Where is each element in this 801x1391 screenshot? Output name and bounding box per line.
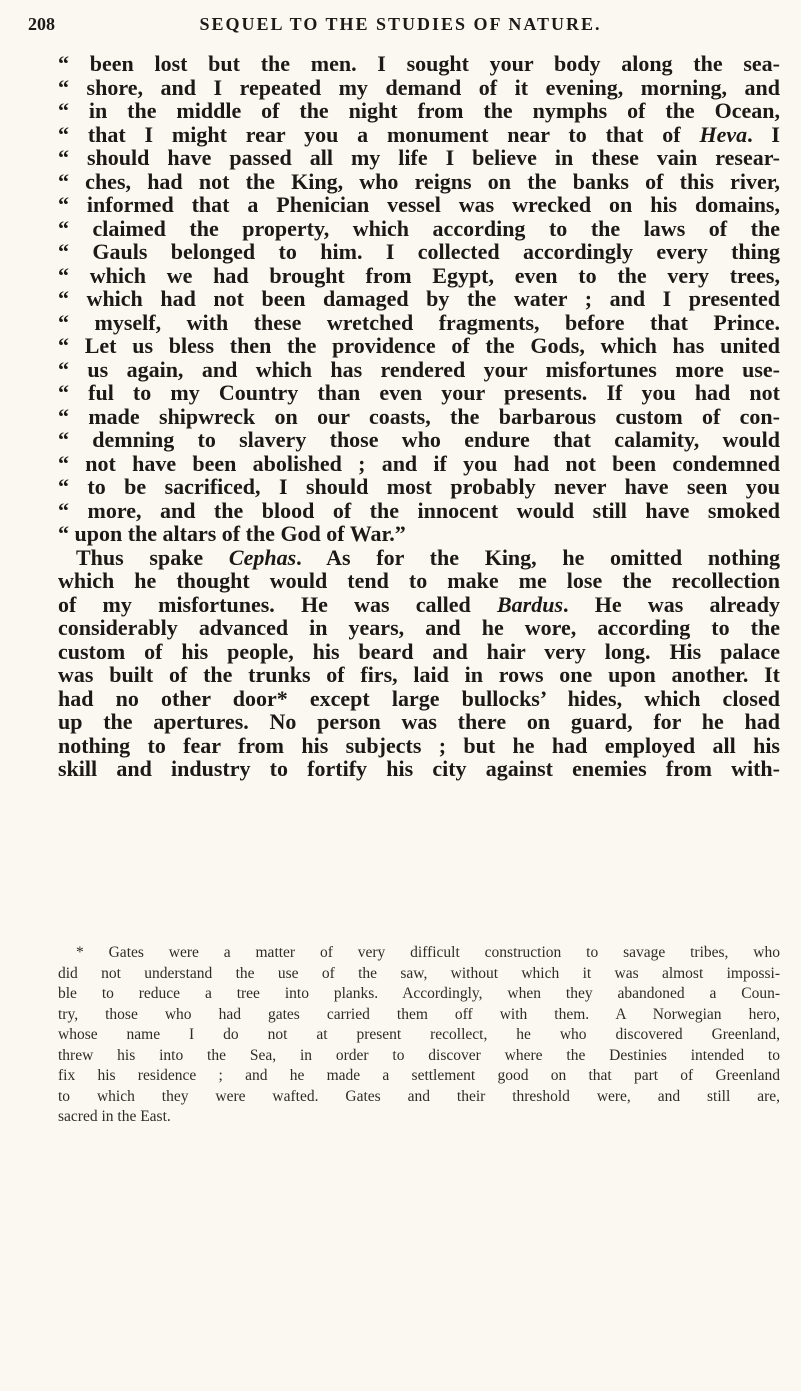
footnote-line: threw his into the Sea, in order to discover where the Destinies intended to [58, 1046, 780, 1064]
running-title: SEQUEL TO THE STUDIES OF NATURE. [199, 14, 602, 34]
text-line: “ made shipwreck on our coasts, the barbarous custom of con- [58, 403, 780, 429]
text-line: “ ches, had not the King, who reigns on the banks of this river, [58, 168, 780, 194]
text-line: “ been lost but the men. I sought your body along the sea- [58, 51, 780, 76]
footnote-line: ble to reduce a tree into planks. Accordingly, when they abandoned a Coun- [58, 985, 780, 1002]
footnote-line: whose name I do not at present recollect, he who discovered Greenland, [58, 1026, 780, 1043]
text-line: “ Let us bless then the providence of the Gods, which has united [58, 333, 780, 358]
text-line: was built of the trunks of firs, laid in rows one upon another. It [58, 662, 780, 687]
text-line: “ more, and the blood of the innocent would still have smoked [58, 497, 780, 523]
footnote-line: did not understand the use of the saw, without which it was almost impossi- [58, 964, 780, 982]
text-line: “ demning to slavery those who endure that calamity, would [58, 427, 780, 452]
footnote-line: * Gates were a matter of very difficult construction to savage tribes, who [76, 944, 780, 961]
text-line: nothing to fear from his subjects ; but he had employed all his [58, 732, 780, 758]
text-line: of my misfortunes. He was called Bardus. He was already [58, 591, 780, 617]
footnote [58, 943, 780, 1128]
text-line: “ should have passed all my life I believe in these vain resear- [58, 145, 780, 170]
text-line: skill and industry to fortify his city against enemies from with- [58, 756, 780, 781]
text-line: which he thought would tend to make me lose the recollection [58, 568, 780, 593]
text-line: “ informed that a Phenician vessel was wrecked on his domains, [58, 192, 780, 217]
text-line: custom of his people, his beard and hair very long. His palace [58, 638, 780, 664]
text-line: “ which we had brought from Egypt, even to the very trees, [58, 262, 780, 288]
text-line: “ myself, with these wretched fragments, before that Prince. [58, 309, 780, 335]
footnote-line: to which they were wafted. Gates and their threshold were, and still are, [58, 1087, 780, 1105]
text-line: “ which had not been damaged by the water ; and I presented [58, 286, 780, 311]
main-text [58, 52, 780, 781]
text-line: “ ful to my Country than even your presents. If you had not [58, 380, 780, 405]
text-line: “ shore, and I repeated my demand of it evening, morning, and [58, 74, 780, 100]
text-line: “ us again, and which has rendered your misfortunes more use- [58, 356, 780, 382]
footnote-line: fix his residence ; and he made a settlement good on that part of Greenland [58, 1067, 780, 1084]
text-line: had no other door* except large bullocks’ hides, which closed [58, 685, 780, 711]
text-line: considerably advanced in years, and he wore, according to the [58, 615, 780, 640]
text-line: up the apertures. No person was there on guard, for he had [58, 709, 780, 734]
text-line: “ that I might rear you a monument near to that of Heva. I [58, 121, 780, 147]
text-line: “ Gauls belonged to him. I collected accordingly every thing [58, 239, 780, 264]
page-header [28, 4, 773, 38]
text-line: Thus spake Cephas. As for the King, he omitted nothing [76, 544, 780, 570]
text-line: “ in the middle of the night from the nymphs of the Ocean, [58, 98, 780, 123]
footnote-line: try, those who had gates carried them off with them. A Norwegian hero, [58, 1005, 780, 1023]
text-line: “ to be sacrificed, I should most probably never have seen you [58, 474, 780, 499]
text-line: “ not have been abolished ; and if you had not been condemned [58, 450, 780, 476]
text-line: “ upon the altars of the God of War.” [58, 521, 406, 546]
text-line: “ claimed the property, which according to the laws of the [58, 215, 780, 241]
page-number: 208 [28, 14, 55, 34]
footnote-line: sacred in the East. [58, 1108, 171, 1125]
